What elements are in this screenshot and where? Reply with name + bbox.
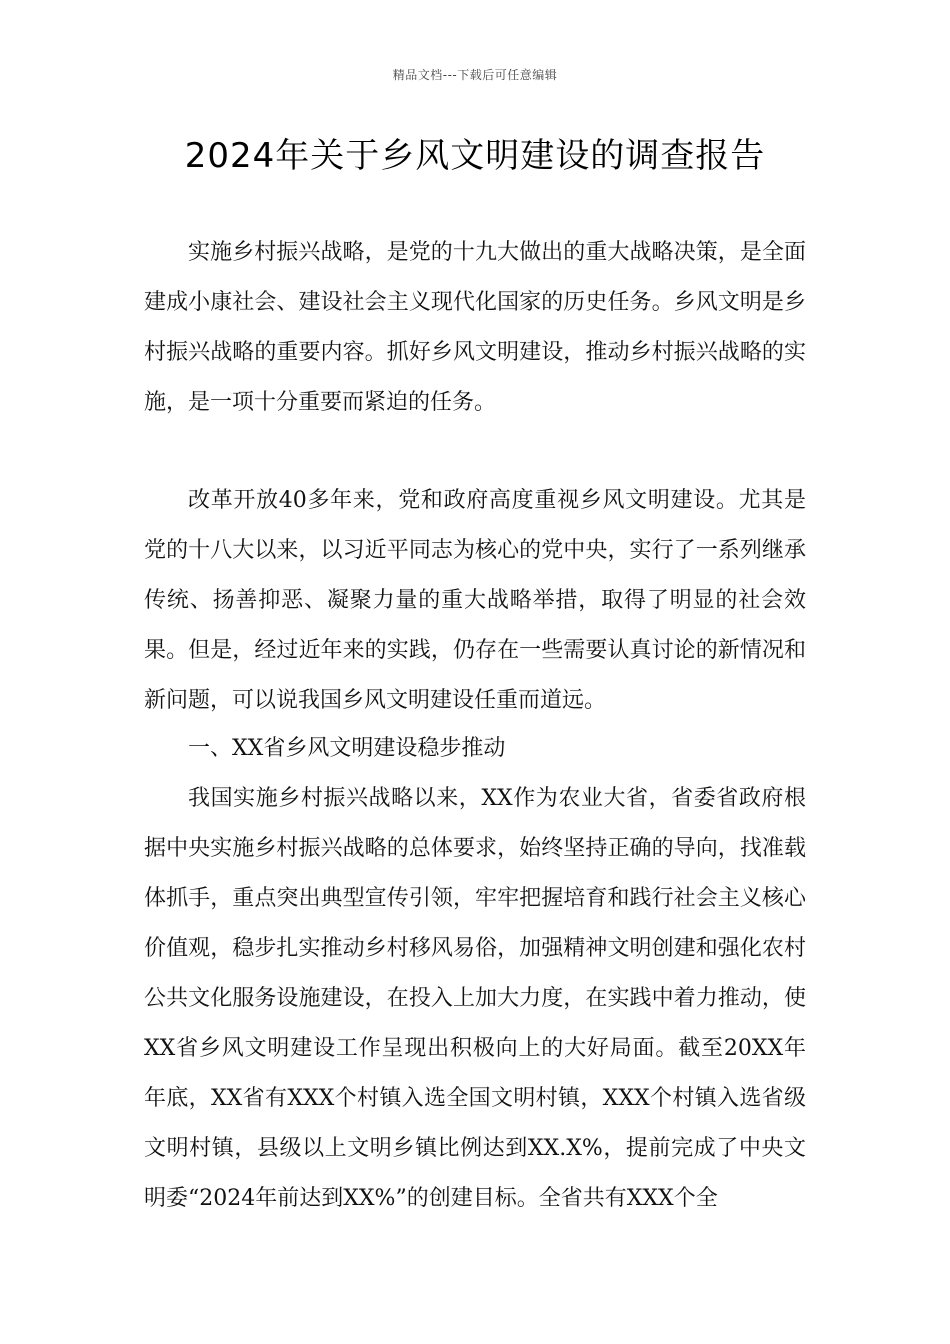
paragraph-section-one: 我国实施乡村振兴战略以来，XX作为农业大省，省委省政府根据中央实施乡村振兴战略的总体要求，始终坚持正确的导向，找准载体抓手，重点突出典型宣传引领，牢牢把握培育和践行社会主义核心价值观，稳步扎实推动乡村移风易俗，加强精神文明创建和强化农村公共文化服务设施建设，在投入上加大力度，在实践中着力推动，使XX省乡风文明建设工作呈现出积极向上的大好局面。截至20XX年年底，XX省有XXX个村镇入选全国文明村镇，XXX个村镇入选省级文明村镇，县级以上文明乡镇比例达到XX.X%，提前完成了中央文明委“2024年前达到XX%”的创建目标。全省共有XXX个全	[144, 786, 806, 1211]
paragraph-background: 改革开放40多年来，党和政府高度重视乡风文明建设。尤其是党的十八大以来，以习近平同志为核心的党中央，实行了一系列继承传统、扬善抑恶、凝聚力量的重大战略举措，取得了明显的社会效果。但是，经过近年来的实践，仍存在一些需要认真讨论的新情况和新问题，可以说我国乡风文明建设任重而道远。	[144, 488, 806, 713]
document-title: 2024年关于乡风文明建设的调查报告	[184, 136, 766, 176]
header-note: 精品文档---下载后可任意编辑	[392, 68, 558, 82]
section-heading: 一、XX省乡风文明建设稳步推动	[188, 736, 506, 761]
paragraph-intro: 实施乡村振兴战略，是党的十九大做出的重大战略决策，是全面建成小康社会、建设社会主义现代化国家的历史任务。乡风文明是乡村振兴战略的重要内容。抓好乡风文明建设，推动乡村振兴战略的实施，是一项十分重要而紧迫的任务。	[144, 240, 806, 415]
